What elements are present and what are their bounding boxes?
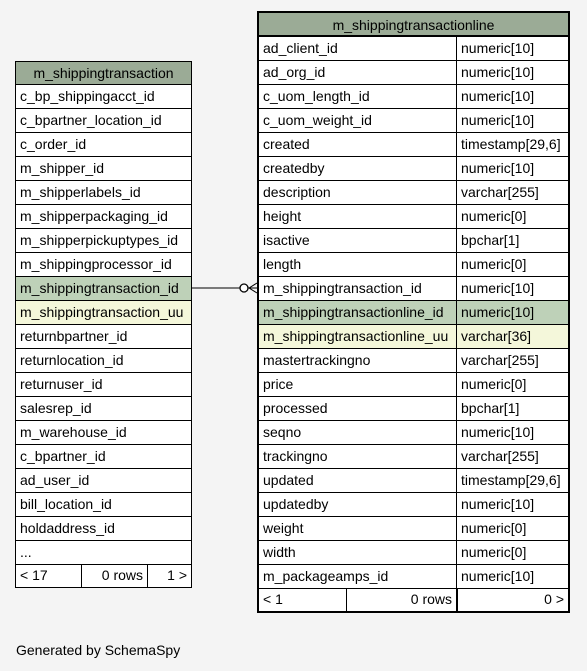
table-row[interactable]: [259, 253, 568, 277]
table-row[interactable]: [259, 517, 568, 541]
table-row[interactable]: [16, 109, 191, 133]
column-name: m_shipperlabels_id: [20, 184, 141, 200]
table-row[interactable]: [259, 349, 568, 373]
table-row[interactable]: [259, 397, 568, 421]
children-link[interactable]: 0 >: [544, 591, 564, 607]
column-type: varchar[255]: [461, 448, 539, 464]
column-name: salesrep_id: [20, 400, 92, 416]
table-row[interactable]: [259, 469, 568, 493]
column-type: numeric[0]: [461, 256, 527, 272]
table-row[interactable]: [259, 181, 568, 205]
table-row[interactable]: [16, 157, 191, 181]
column-type: timestamp[29,6]: [461, 136, 561, 152]
column-name: height: [259, 205, 457, 228]
table-row[interactable]: [16, 349, 191, 373]
column-name: m_shippingtransaction_id: [259, 277, 457, 300]
table-row[interactable]: [259, 421, 568, 445]
column-name: m_shipperpackaging_id: [20, 208, 168, 224]
table-row[interactable]: [16, 421, 191, 445]
table-row[interactable]: [16, 205, 191, 229]
column-name: c_uom_weight_id: [259, 109, 457, 132]
table-row[interactable]: [259, 541, 568, 565]
column-name: m_shippingtransaction_uu: [20, 304, 184, 320]
parents-link[interactable]: < 1: [259, 589, 347, 611]
column-name: m_packageamps_id: [259, 565, 457, 588]
column-name: updated: [259, 469, 457, 492]
column-name: ad_org_id: [259, 61, 457, 84]
table-row[interactable]: [16, 253, 191, 277]
column-type: numeric[10]: [461, 64, 535, 80]
column-type: numeric[10]: [461, 112, 535, 128]
table-row[interactable]: [16, 277, 191, 301]
column-list: [259, 37, 568, 589]
table-row[interactable]: [16, 541, 191, 565]
table-row[interactable]: [259, 205, 568, 229]
table-row[interactable]: [16, 181, 191, 205]
table-row[interactable]: [16, 85, 191, 109]
table-row[interactable]: [259, 373, 568, 397]
column-name: createdby: [259, 157, 457, 180]
table-row[interactable]: [16, 133, 191, 157]
table-row[interactable]: [16, 325, 191, 349]
column-type: varchar[36]: [461, 328, 532, 344]
column-type: timestamp[29,6]: [461, 472, 561, 488]
table-row[interactable]: [259, 229, 568, 253]
column-list: [16, 85, 191, 565]
column-type: bpchar[1]: [461, 232, 520, 248]
column-name: c_order_id: [20, 136, 87, 152]
column-type: numeric[10]: [461, 280, 535, 296]
table-row[interactable]: [16, 229, 191, 253]
column-type: numeric[10]: [461, 424, 535, 440]
generated-by-label: Generated by SchemaSpy: [16, 642, 181, 658]
column-type: numeric[10]: [461, 304, 535, 320]
column-name: description: [259, 181, 457, 204]
table-m-shippingtransactionline[interactable]: [257, 11, 570, 613]
column-name: created: [259, 133, 457, 156]
column-name: c_uom_length_id: [259, 85, 457, 108]
table-row[interactable]: [16, 445, 191, 469]
table-row[interactable]: [259, 493, 568, 517]
column-name: ad_client_id: [259, 37, 457, 60]
column-type: numeric[10]: [461, 568, 535, 584]
column-name: m_shippingprocessor_id: [20, 256, 172, 272]
column-name: bill_location_id: [20, 496, 112, 512]
row-count: 0 rows: [82, 565, 148, 587]
table-row[interactable]: [259, 85, 568, 109]
table-row[interactable]: [259, 445, 568, 469]
column-name: m_shippingtransactionline_uu: [259, 325, 457, 348]
column-name: c_bpartner_location_id: [20, 112, 162, 128]
table-row[interactable]: [259, 325, 568, 349]
table-footer: [16, 565, 191, 587]
column-name: m_shippingtransaction_id: [20, 280, 179, 296]
column-name: length: [259, 253, 457, 276]
column-name: ad_user_id: [20, 472, 90, 488]
column-name: returnuser_id: [20, 376, 103, 392]
table-row[interactable]: [16, 517, 191, 541]
table-row[interactable]: [259, 133, 568, 157]
column-type: varchar[255]: [461, 184, 539, 200]
column-type: varchar[255]: [461, 352, 539, 368]
column-name: ...: [20, 544, 32, 560]
column-name: processed: [259, 397, 457, 420]
column-type: numeric[0]: [461, 520, 527, 536]
column-name: m_shipper_id: [20, 160, 105, 176]
table-row[interactable]: [259, 277, 568, 301]
column-name: m_shipperpickuptypes_id: [20, 232, 178, 248]
column-name: isactive: [259, 229, 457, 252]
table-footer: [259, 589, 568, 611]
column-name: c_bpartner_id: [20, 448, 106, 464]
column-type: numeric[10]: [461, 496, 535, 512]
column-name: returnbpartner_id: [20, 328, 128, 344]
column-name: returnlocation_id: [20, 352, 124, 368]
children-link[interactable]: 1 >: [167, 567, 187, 583]
column-name: m_shippingtransactionline_id: [259, 301, 457, 324]
table-row[interactable]: [259, 565, 568, 589]
row-count: 0 rows: [347, 589, 458, 611]
table-row[interactable]: [259, 61, 568, 85]
column-type: numeric[0]: [461, 208, 527, 224]
table-m-shippingtransaction[interactable]: [15, 61, 192, 588]
table-row[interactable]: [259, 301, 568, 325]
table-title[interactable]: m_shippingtransaction: [16, 62, 191, 85]
column-name: price: [259, 373, 457, 396]
table-title[interactable]: m_shippingtransactionline: [259, 13, 568, 37]
table-row[interactable]: [259, 109, 568, 133]
column-type: numeric[10]: [461, 160, 535, 176]
column-name: width: [259, 541, 457, 564]
table-row[interactable]: [16, 469, 191, 493]
column-type: numeric[10]: [461, 88, 535, 104]
column-name: weight: [259, 517, 457, 540]
column-name: updatedby: [259, 493, 457, 516]
table-row[interactable]: [16, 397, 191, 421]
table-row[interactable]: [259, 37, 568, 61]
column-name: seqno: [259, 421, 457, 444]
column-name: holdaddress_id: [20, 520, 115, 536]
column-type: numeric[10]: [461, 40, 535, 56]
column-type: numeric[0]: [461, 376, 527, 392]
table-row[interactable]: [16, 373, 191, 397]
table-row[interactable]: [16, 493, 191, 517]
table-row[interactable]: [16, 301, 191, 325]
column-type: numeric[0]: [461, 544, 527, 560]
column-name: c_bp_shippingacct_id: [20, 88, 155, 104]
column-name: mastertrackingno: [259, 349, 457, 372]
column-type: bpchar[1]: [461, 400, 520, 416]
column-name: m_warehouse_id: [20, 424, 127, 440]
table-row[interactable]: [259, 157, 568, 181]
parents-link[interactable]: < 17: [16, 565, 82, 587]
column-name: trackingno: [259, 445, 457, 468]
